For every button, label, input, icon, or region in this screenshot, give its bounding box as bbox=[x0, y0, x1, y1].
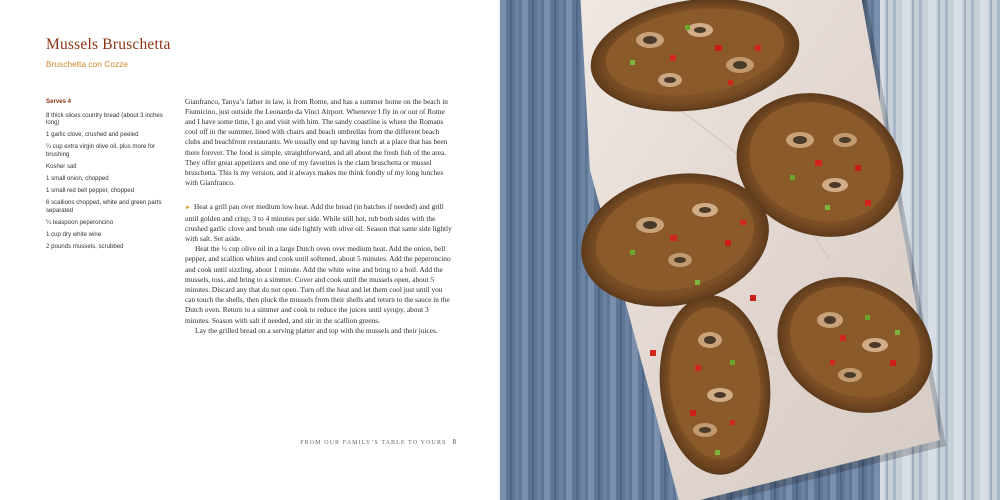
ingredient-item: 6 scallions chopped, white and green parts separated bbox=[46, 199, 162, 214]
method-step bbox=[185, 202, 453, 244]
ingredient-item: 8 thick slices country bread (about 3 inches long) bbox=[46, 111, 163, 127]
method-step-text: Heat a grill pan over medium low heat. Add the bread (in batches if needed) and grill until golden and crisp, 3 to 4 minutes per side. While still hot, rub both sides with the crushed garlic clove and brush one side lightly with olive oil. Season that same side lightly with salt. Set aside. bbox=[185, 202, 452, 243]
ingredient-item: 2 pounds mussels, scrubbed bbox=[46, 243, 124, 251]
food-photo-page bbox=[500, 0, 1000, 500]
recipe-body bbox=[185, 97, 453, 336]
headnote-paragraph: Gianfranco, Tanya’s father in law, is from Rome, and has a summer home on the beach in Fiumicino, just outside the Leonardo da Vinci Airport. Whenever I fly in or out of Rome and I have some time, I go and visit with him. The sandy coastline is where the Romans cool off in the summer, lined with chairs and beach umbrellas from the different beach clubs and beachfront restaurants. We usually end up having lunch at a place that has been there forever. The food is simple, straightforward, and all about the fresh fish of the area. They offer great appetizers and one of my favorites is the clam bruschetta or mussel bruschetta. This is my version, and it always makes me think fondly of my long lunches with Gianfranco. bbox=[185, 96, 448, 188]
ingredient-item: 1 small red bell pepper, chopped bbox=[46, 187, 135, 195]
method-step bbox=[185, 244, 453, 326]
ingredient-item: ¼ teaspoon peperoncino bbox=[46, 219, 114, 227]
triangle-bullet-icon: ► bbox=[185, 205, 191, 212]
ingredient-item: Kosher salt bbox=[46, 163, 77, 171]
ingredient-list bbox=[46, 112, 171, 251]
mussels-bruschetta-photo bbox=[500, 0, 1000, 500]
page-footer bbox=[300, 438, 456, 446]
method-step bbox=[185, 326, 453, 336]
ingredient-item: 1 cup dry white wine bbox=[46, 231, 102, 239]
recipe-subtitle: Bruschetta con Cozze bbox=[46, 59, 128, 69]
method-steps bbox=[185, 202, 453, 336]
serves-label: Serves 4 bbox=[46, 98, 72, 105]
method-step-text: Lay the grilled bread on a serving platter and top with the mussels and their juices. bbox=[195, 325, 438, 335]
ingredient-item: 1 garlic clove, crushed and peeled bbox=[46, 131, 139, 139]
method-step-text: Heat the ¼ cup olive oil in a large Dutch oven over medium heat. Add the onion, bell pepper, and scallion whites and cook until softened, about 5 minutes. Add the peperoncino and cook until sizzling, about 1 minute. Add the white wine and bring to a boil. Add the mussels, toss, and bring to a simmer. Cover and cook until the mussels open, about 5 minutes. Discard any that do not open. Turn off the heat and let them cool just until you can touch the shells, then pluck the mussels from their shells and return to the sauce in the Dutch oven. Return to a simmer and cook to reduce the juices until syrupy, about 3 minutes. Season with salt if needed, and stir in the scallion greens. bbox=[185, 244, 451, 325]
running-head: FROM OUR FAMILY’S TABLE TO YOURS bbox=[300, 440, 447, 446]
ingredients-column bbox=[46, 98, 171, 255]
ingredient-item: 1 small onion, chopped bbox=[46, 175, 109, 183]
recipe-title: Mussels Bruschetta bbox=[46, 36, 171, 53]
page-number: 8 bbox=[452, 438, 456, 446]
ingredient-item: ¼ cup extra virgin olive oil, plus more for brushing bbox=[46, 143, 156, 158]
